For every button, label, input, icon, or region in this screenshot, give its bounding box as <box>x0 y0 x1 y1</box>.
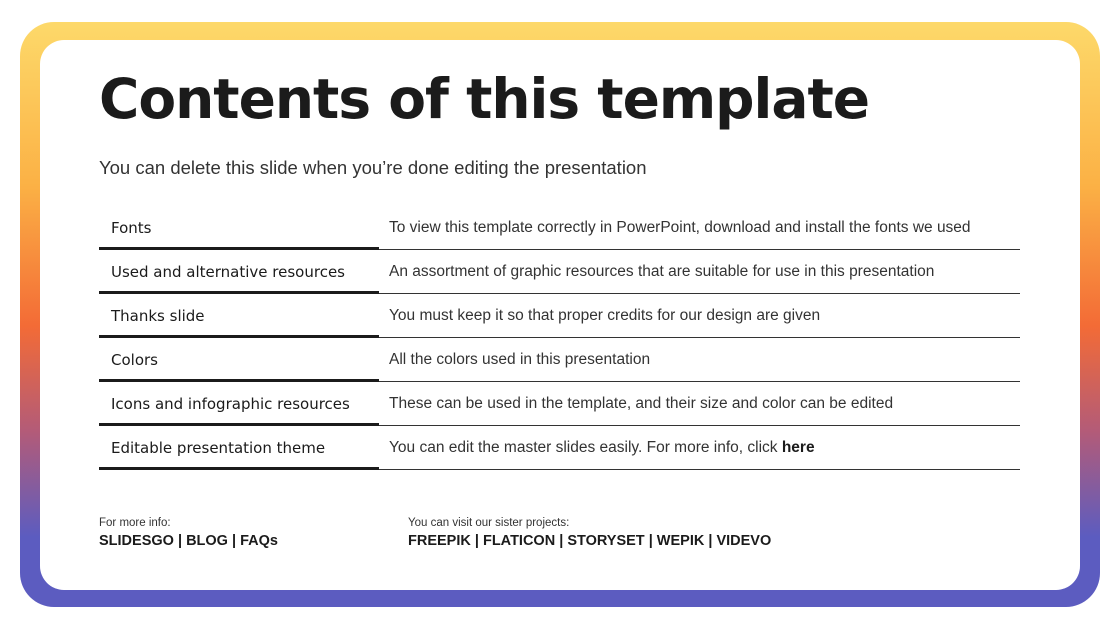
row-description: An assortment of graphic resources that are suitable for use in this presentation <box>389 263 935 280</box>
row-description <box>389 426 1029 470</box>
table-row <box>99 250 1020 294</box>
row-name: Fonts <box>111 219 152 237</box>
row-divider-thick <box>99 467 379 470</box>
row-description: These can be used in the template, and their size and color can be edited <box>389 395 894 412</box>
contents-table <box>99 206 1020 470</box>
link-separator: | <box>173 533 187 549</box>
table-row <box>99 294 1020 338</box>
footer-info <box>99 516 278 551</box>
row-name: Editable presentation theme <box>111 439 326 457</box>
here-link[interactable]: here <box>781 439 815 456</box>
link-separator: | <box>704 533 717 549</box>
row-name: Thanks slide <box>111 307 205 325</box>
wepik-link[interactable]: WEPIK <box>656 533 705 549</box>
flaticon-link[interactable]: FLATICON <box>482 533 556 549</box>
slidesgo-link[interactable]: SLIDESGO <box>99 533 174 549</box>
footer-sister-links <box>408 531 771 551</box>
link-separator: | <box>470 533 483 549</box>
table-row <box>99 338 1020 382</box>
table-row <box>99 426 1020 470</box>
blog-link[interactable]: BLOG <box>186 533 228 549</box>
storyset-link[interactable]: STORYSET <box>567 533 645 549</box>
link-separator: | <box>227 533 241 549</box>
row-name: Used and alternative resources <box>111 263 345 281</box>
footer-sister-label: You can visit our sister projects: <box>408 517 570 529</box>
row-name: Icons and infographic resources <box>111 395 350 413</box>
page-title: Contents of this template <box>99 67 870 131</box>
footer-sister <box>408 516 771 551</box>
videvo-link[interactable]: VIDEVO <box>716 533 772 549</box>
row-divider-thin <box>379 469 1020 471</box>
link-separator: | <box>644 533 657 549</box>
link-separator: | <box>555 533 568 549</box>
row-description-text: You can edit the master slides easily. For more info, click <box>389 439 782 456</box>
page-subtitle: You can delete this slide when you’re done editing the presentation <box>99 157 647 178</box>
footer-info-links <box>99 531 278 551</box>
row-name: Colors <box>111 351 158 369</box>
footer-info-label: For more info: <box>99 517 171 529</box>
row-description: You must keep it so that proper credits for our design are given <box>389 307 821 324</box>
faqs-link[interactable]: FAQs <box>240 533 278 549</box>
table-row <box>99 206 1020 250</box>
freepik-link[interactable]: FREEPIK <box>408 533 471 549</box>
row-description: To view this template correctly in PowerPoint, download and install the fonts we used <box>389 219 971 236</box>
table-row <box>99 382 1020 426</box>
row-description: All the colors used in this presentation <box>389 351 651 368</box>
